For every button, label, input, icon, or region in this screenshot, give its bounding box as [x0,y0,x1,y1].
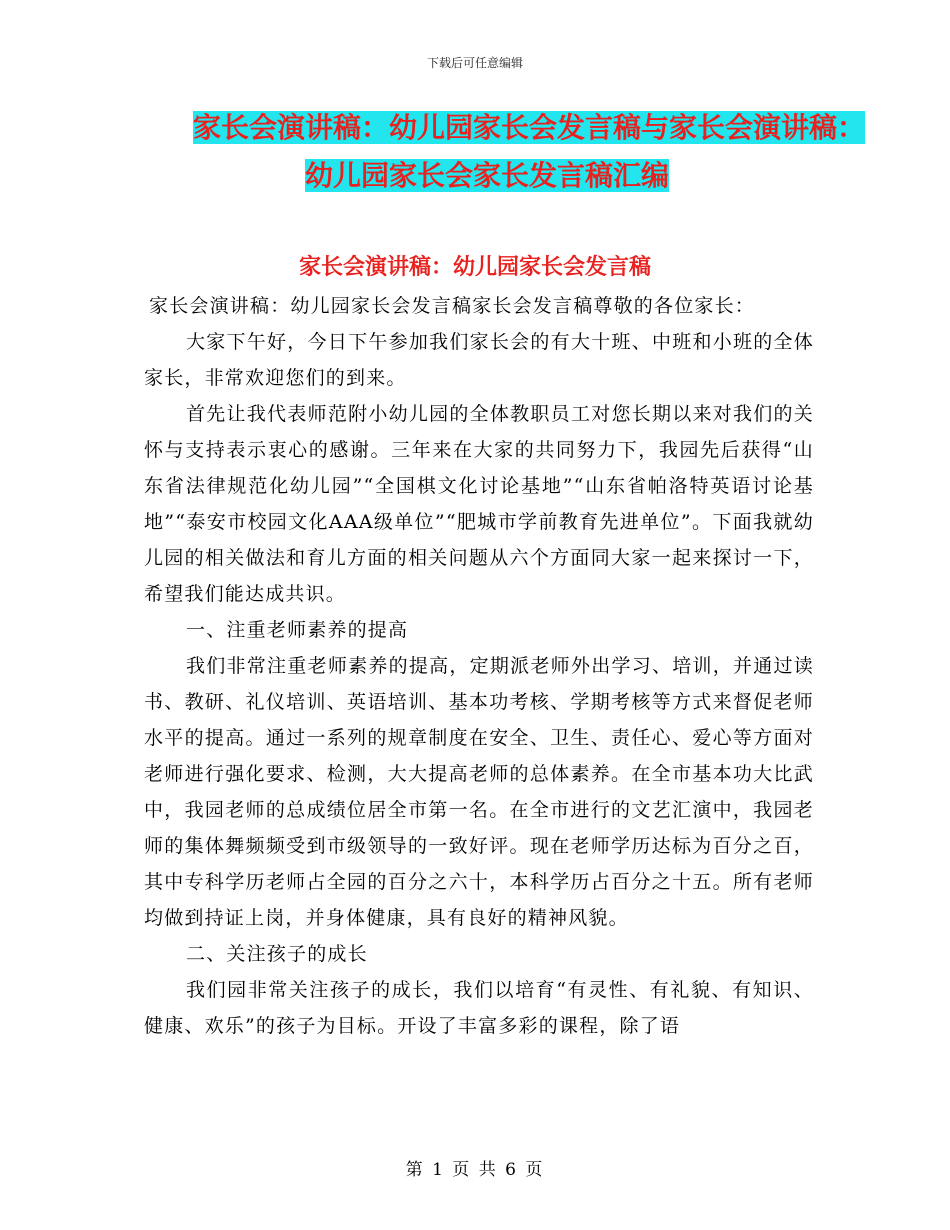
page-footer: 第 1 页 共 6 页 [405,1160,545,1180]
title-line-2-text: 幼儿园家长会家长发言稿汇编 [305,159,670,192]
title-line-2 [305,154,670,198]
paragraph-teachers: 我们非常注重老师素养的提高，定期派老师外出学习、培训，并通过读书、教研、礼仪培训、英语培训、基本功考核、学期考核等方式来督促老师水平的提高。通过一系列的规章制度在安全、卫生、责任心、爱心等方面对老师进行强化要求、检测，大大提高老师的总体素养。在全市基本功大比武中，我园老师的总成绩位居全市第一名。在全市进行的文艺汇演中，我园老师的集体舞频频受到市级领导的一致好评。现在老师学历达标为百分之百，其中专科学历老师占全园的百分之六十，本科学历占百分之十五。所有老师均做到持证上岗，并身体健康，具有良好的精神风貌。 [144,655,814,929]
body-text [144,288,814,1044]
section-heading-2: 二、关注孩子的成长 [186,943,368,965]
paragraph-children: 我们园非常关注孩子的成长，我们以培育“有灵性、有礼貌、有知识、健康、欢乐”的孩子为目标。开设了丰富多彩的课程，除了语 [144,979,814,1037]
title-line-1 [193,106,866,150]
section-heading: 家长会演讲稿：幼儿园家长会发言稿 [298,255,651,280]
section-heading-1: 一、注重老师素养的提高 [186,619,409,641]
header-note: 下载后可任意编辑 [426,56,523,70]
title-line-1-text: 家长会演讲稿：幼儿园家长会发言稿与家长会演讲稿： [193,111,866,144]
paragraph-thanks: 首先让我代表师范附小幼儿园的全体教职员工对您长期以来对我们的关怀与支持表示衷心的感谢。三年来在大家的共同努力下，我园先后获得“山东省法律规范化幼儿园”“全国棋文化讨论基地”“山东省帕洛特英语讨论基地”“泰安市校园文化AAA级单位”“肥城市学前教育先进单位”。下面我就幼儿园的相关做法和育儿方面的相关问题从六个方面同大家一起来探讨一下，希望我们能达成共识。 [144,403,814,605]
paragraph-intro: 家长会演讲稿：幼儿园家长会发言稿家长会发言稿尊敬的各位家长： [149,295,756,317]
paragraph-greeting: 大家下午好，今日下午参加我们家长会的有大十班、中班和小班的全体家长，非常欢迎您们的到来。 [144,331,814,389]
